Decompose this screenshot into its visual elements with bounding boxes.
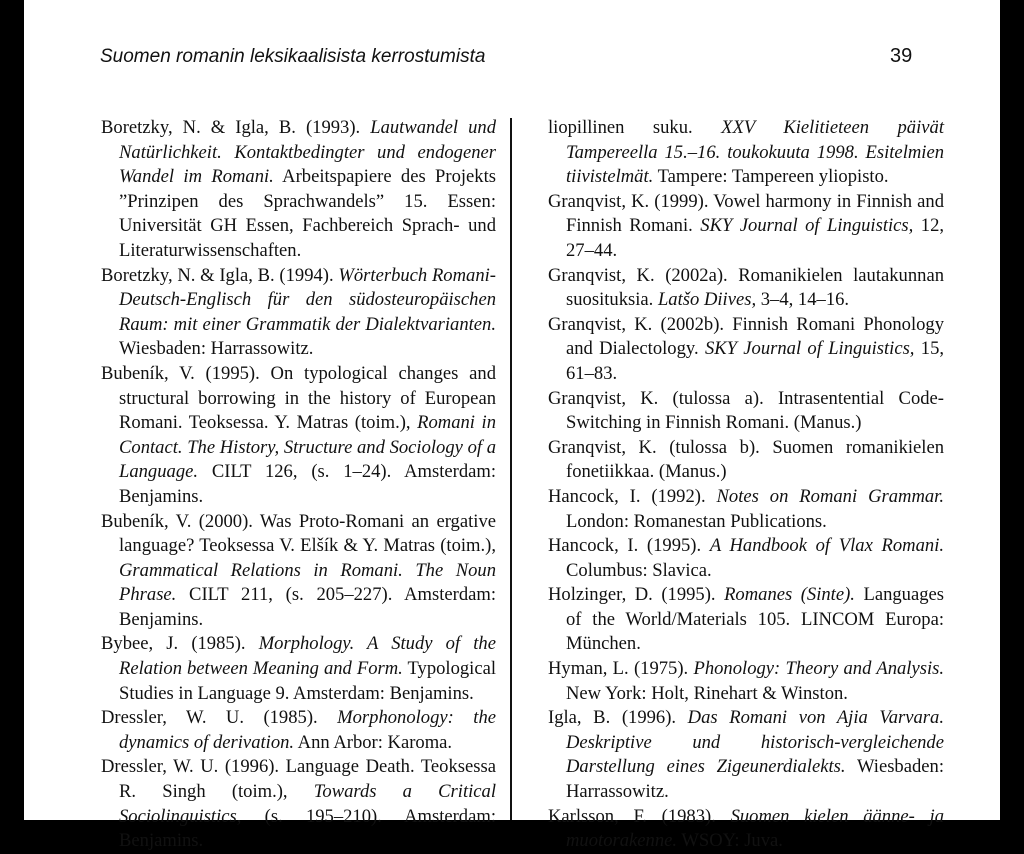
reference-entry — [101, 264, 496, 362]
reference-text: Typological Studies in Language 9. Amsterdam: Benjamins. — [119, 658, 497, 704]
reference-text: New York: Holt, Rinehart & Winston. — [566, 682, 848, 704]
reference-text: Hancock, I. (1995). — [548, 535, 710, 557]
reference-title-italic: A Handbook of Vlax Romani. — [709, 535, 945, 557]
running-header-title: Suomen romanin leksikaalisista kerrostumista — [100, 46, 486, 67]
reference-title-italic: Romani in Contact. The History, Structure and Sociology of a Language. — [119, 412, 496, 483]
reference-text: Granqvist, K. (2002b). Finnish Romani Phonology and Dialectology. — [548, 313, 944, 360]
reference-entry — [548, 264, 944, 313]
reference-entry — [101, 706, 496, 755]
reference-text: Languages of the World/Materials 105. LINCOM Europa: München. — [566, 584, 944, 655]
reference-title-italic: SKY Journal of Linguistics, — [704, 338, 915, 360]
reference-text: Dressler, W. U. (1985). — [101, 707, 338, 729]
reference-title-italic: Phonology: Theory and Analysis. — [693, 658, 944, 680]
reference-entry — [548, 190, 944, 264]
reference-text: CILT 126, (s. 1–24). Amsterdam: Benjamins. — [119, 461, 496, 507]
reference-entry — [548, 485, 944, 534]
reference-text: Bubeník, V. (1995). On typological changes and structural borrowing in the history of European Romani. Teoksessa. Y. Matras (toim.), — [101, 362, 496, 434]
reference-text: Arbeitspapiere des Projekts ”Prinzipen des Sprachwandels” 15. Essen: Universität GH Essen, Fachbereich Sprach- und Literaturwissenschaften. — [119, 166, 496, 261]
reference-text: Ann Arbor: Karoma. — [294, 731, 453, 753]
reference-title-italic: XXV Kielitieteen päivät Tampereella 15.–16. toukokuuta 1998. Esitelmien tiivistelmät. — [566, 117, 944, 188]
reference-title-italic: Notes on Romani Grammar. — [716, 485, 944, 507]
reference-title-italic: Morphology. A Study of the Relation between Meaning and Form. — [119, 633, 496, 680]
reference-entry — [548, 583, 944, 657]
reference-entry — [548, 313, 944, 387]
reference-entry — [548, 387, 944, 436]
reference-entry — [101, 510, 496, 633]
reference-title-italic: Romanes (Sinte). — [724, 584, 855, 606]
reference-text: Holzinger, D. (1995). — [548, 584, 725, 606]
reference-text: Bybee, J. (1985). — [101, 633, 259, 655]
reference-text: (s. 195–210). Amsterdam: Benjamins. — [119, 805, 496, 852]
reference-entry — [548, 657, 944, 706]
page-number: 39 — [890, 45, 913, 67]
reference-text: Igla, B. (1996). — [548, 707, 688, 729]
reference-entry — [101, 632, 496, 706]
reference-title-italic: Das Romani von Ajia Varvara. Deskriptive und historisch-vergleichende Darstellung eines Zigeunerdialekts. — [566, 707, 944, 778]
reference-entry — [101, 755, 496, 853]
reference-text: Granqvist, K. (1999). Vowel harmony in Finnish and Finnish Romani. — [548, 190, 944, 237]
reference-text: Hyman, L. (1975). — [548, 658, 694, 680]
reference-text: Tampere: Tampereen yliopisto. — [653, 166, 889, 188]
reference-title-italic: Morphonology: the dynamics of derivation. — [119, 707, 497, 753]
reference-text: Karlsson, F. (1983). — [548, 805, 731, 827]
reference-text: Granqvist, K. (tulossa a). Intrasentential Code-Switching in Finnish Romani. (Manus.) — [548, 387, 944, 434]
reference-text: Wiesbaden: Harrassowitz. — [119, 338, 314, 360]
reference-title-italic: Latšo Diives, — [657, 289, 757, 311]
reference-text: Columbus: Slavica. — [566, 559, 712, 581]
left-column — [101, 116, 496, 854]
reference-text: Boretzky, N. & Igla, B. (1993). — [101, 117, 371, 138]
reference-text: Granqvist, K. (tulossa b). Suomen romanikielen fonetiikkaa. (Manus.) — [548, 436, 944, 483]
reference-text: Boretzky, N. & Igla, B. (1994). — [101, 264, 339, 286]
reference-title-italic: Lautwandel und Natürlichkeit. Kontaktbedingter und endogener Wandel im Romani. — [119, 117, 496, 188]
reference-title-italic: Wörterbuch Romani-Deutsch-Englisch für den südosteuropäischen Raum: mit einer Grammatik der Dialektvarianten. — [119, 264, 496, 335]
reference-entry — [101, 362, 496, 510]
reference-entry — [548, 436, 944, 485]
reference-entry — [548, 706, 944, 804]
reference-entry — [548, 805, 944, 854]
reference-text: 3–4, 14–16. — [756, 289, 850, 311]
reference-entry — [101, 116, 496, 264]
reference-text: 15, 61–83. — [566, 338, 945, 384]
reference-text: London: Romanestan Publications. — [566, 510, 827, 532]
reference-text: Wiesbaden: Harrassowitz. — [566, 756, 944, 803]
reference-text: liopillinen suku. — [548, 117, 722, 138]
book-page — [24, 0, 1000, 852]
column-divider — [510, 118, 512, 820]
reference-entry — [548, 534, 944, 583]
reference-title-italic: Suomen kielen äänne- ja muotorakenne. — [566, 805, 944, 852]
reference-text: Granqvist, K. (2002a). Romanikielen lautakunnan suosituksia. — [548, 264, 944, 311]
reference-title-italic: Towards a Critical Sociolinguistics, — [119, 781, 497, 827]
reference-text: 12, 27–44. — [566, 215, 945, 261]
right-column — [548, 116, 944, 854]
reference-title-italic: SKY Journal of Linguistics, — [700, 215, 914, 237]
reference-text: Bubeník, V. (2000). Was Proto-Romani an ergative language? Teoksessa V. Elšík & Y. Matras (toim.), — [101, 510, 496, 557]
reference-title-italic: Grammatical Relations in Romani. The Noun Phrase. — [119, 559, 496, 606]
reference-text: Hancock, I. (1992). — [548, 485, 717, 507]
reference-text: WSOY: Juva. — [677, 830, 783, 852]
reference-entry — [548, 116, 944, 190]
reference-text: Dressler, W. U. (1996). Language Death. Teoksessa R. Singh (toim.), — [101, 756, 496, 803]
reference-text: CILT 211, (s. 205–227). Amsterdam: Benjamins. — [119, 584, 496, 630]
